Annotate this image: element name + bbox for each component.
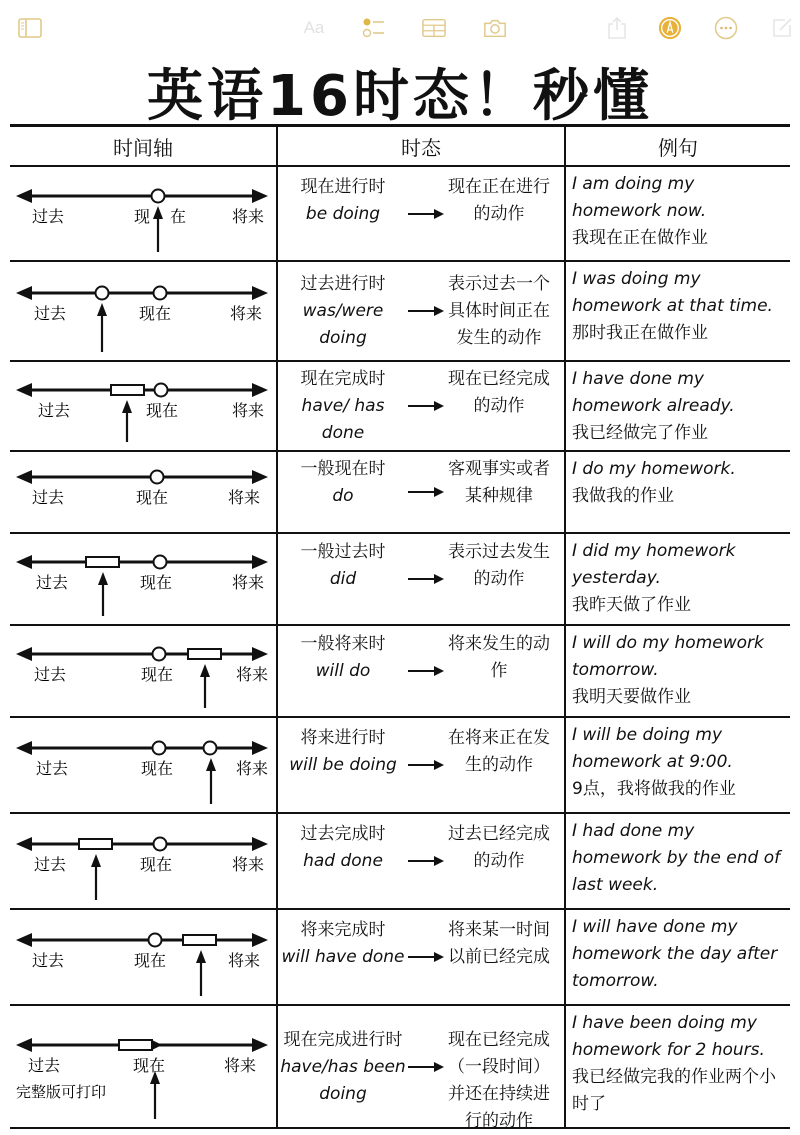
tense-cell: [277, 451, 565, 533]
example-en: I will have done my homework the day after tomorrow.: [572, 917, 778, 991]
svg-text:现在: 现在: [140, 665, 174, 684]
timeline-cell: [10, 813, 277, 909]
example-en: I had done my homework by the end of last week.: [572, 821, 781, 895]
svg-text:现: 现: [133, 207, 151, 226]
tense-form: will be doing: [289, 755, 397, 775]
svg-text:过去: 过去: [37, 401, 71, 420]
table-row: [10, 261, 790, 361]
example-cell: [565, 625, 790, 717]
timeline-diagram: [10, 814, 277, 904]
timeline-cell: [10, 717, 277, 813]
timeline-diagram: [10, 362, 277, 446]
svg-text:将来: 将来: [231, 573, 265, 592]
tense-name: 现在完成进行时: [283, 1029, 403, 1050]
timeline-cell: [10, 533, 277, 625]
tense-cell: [277, 717, 565, 813]
timeline-cell: [10, 166, 277, 261]
svg-text:现在: 现在: [135, 488, 169, 507]
example-zh: 我明天要做作业: [572, 687, 691, 707]
table-row: [10, 909, 790, 1005]
table-row: [10, 717, 790, 813]
tense-meaning: 过去已经完成的动作: [448, 824, 550, 871]
example-en: I will do my homework tomorrow.: [572, 633, 764, 680]
table-row: [10, 625, 790, 717]
example-en: I have been doing my homework for 2 hours.: [572, 1013, 765, 1060]
tense-name: 将来完成时: [300, 920, 386, 940]
table-icon[interactable]: [422, 16, 446, 40]
svg-text:将来: 将来: [231, 401, 265, 420]
example-en: I do my homework.: [572, 459, 736, 479]
compose-icon[interactable]: [770, 16, 794, 40]
timeline-diagram: [10, 1006, 277, 1123]
example-zh: 我已经做完了作业: [572, 423, 708, 443]
example-zh: 那时我正在做作业: [572, 323, 708, 343]
tense-form: will do: [315, 661, 371, 681]
svg-text:现在: 现在: [139, 855, 173, 874]
timeline-cell: [10, 909, 277, 1005]
tense-name: 将来进行时: [300, 728, 386, 748]
tense-form: will have done: [281, 947, 405, 967]
tense-form: do: [332, 486, 354, 506]
example-en: I will be doing my homework at 9:00.: [572, 725, 733, 772]
checklist-icon[interactable]: [362, 16, 386, 40]
arrow-right-icon: [408, 665, 444, 677]
svg-text:将来: 将来: [227, 951, 261, 970]
svg-text:现在: 现在: [145, 401, 179, 420]
example-en: I did my homework yesterday.: [572, 541, 736, 588]
example-cell: [565, 533, 790, 625]
more-icon[interactable]: [714, 16, 738, 40]
arrow-right-icon: [408, 486, 444, 498]
tense-cell: [277, 909, 565, 1005]
svg-text:将来: 将来: [235, 665, 269, 684]
tense-meaning: 现在正在进行的动作: [448, 176, 550, 224]
svg-text:将来: 将来: [227, 488, 261, 507]
share-icon[interactable]: [605, 16, 629, 40]
example-cell: [565, 909, 790, 1005]
svg-text:过去: 过去: [31, 951, 65, 970]
tense-name: 过去完成时: [300, 824, 386, 844]
arrow-right-icon: [408, 573, 444, 585]
example-cell: [565, 166, 790, 261]
svg-text:将来: 将来: [229, 304, 263, 323]
timeline-diagram: [10, 167, 277, 256]
tense-meaning: 将来发生的动作: [448, 634, 550, 681]
timeline-diagram: [10, 534, 277, 620]
svg-text:将来: 将来: [223, 1056, 257, 1075]
arrow-right-icon: [408, 305, 444, 317]
svg-text:现在: 现在: [132, 1056, 166, 1075]
tense-cell: [277, 533, 565, 625]
svg-text:现在: 现在: [138, 304, 172, 323]
svg-text:过去: 过去: [31, 207, 65, 226]
arrow-right-icon: [408, 951, 444, 963]
tense-meaning: 表示过去发生的动作: [448, 542, 550, 589]
tense-form: have/ has done: [301, 396, 385, 443]
tense-name: 现在进行时: [300, 176, 386, 197]
tense-meaning: 在将来正在发生的动作: [448, 728, 550, 775]
tense-cell: [277, 625, 565, 717]
svg-text:在: 在: [169, 207, 187, 226]
arrow-right-icon: [408, 759, 444, 771]
sidebar-icon[interactable]: [18, 16, 42, 40]
tense-name: 一般将来时: [300, 634, 386, 654]
tense-form: had done: [303, 851, 383, 871]
timeline-cell: [10, 451, 277, 533]
example-cell: [565, 813, 790, 909]
svg-text:现在: 现在: [140, 759, 174, 778]
example-cell: [565, 717, 790, 813]
camera-icon[interactable]: [483, 16, 507, 40]
svg-text:将来: 将来: [231, 207, 265, 226]
tense-meaning: 客观事实或者某种规律: [448, 459, 550, 506]
svg-text:现在: 现在: [133, 951, 167, 970]
example-zh: 我做我的作业: [572, 486, 674, 506]
example-cell: [565, 261, 790, 361]
print-footnote: 完整版可打印: [16, 1083, 107, 1101]
tense-form: did: [329, 569, 357, 589]
tense-meaning: 将来某一时间以前已经完成: [448, 920, 550, 967]
example-en: I have done my homework already.: [572, 369, 735, 416]
svg-text:现在: 现在: [139, 573, 173, 592]
tense-meaning: 现在已经完成（一段时间）并还在持续进行的动作: [448, 1029, 550, 1131]
tense-name: 过去进行时: [300, 274, 386, 294]
timeline-diagram: [10, 718, 277, 808]
text-format-icon[interactable]: Aa: [303, 18, 325, 37]
example-en: I am doing my homework now.: [572, 174, 707, 221]
header-timeline: 时间轴: [10, 126, 277, 167]
notes-toolbar: [0, 0, 800, 56]
example-en: I was doing my homework at that time.: [572, 269, 773, 316]
svg-text:过去: 过去: [35, 759, 69, 778]
svg-text:过去: 过去: [27, 1056, 61, 1075]
example-zh: 我昨天做了作业: [572, 595, 691, 615]
tense-form: be doing: [305, 203, 381, 224]
markup-pen-icon[interactable]: [658, 16, 682, 40]
timeline-diagram: [10, 452, 277, 528]
table-row: [10, 451, 790, 533]
example-zh: 9点，我将做我的作业: [572, 779, 736, 799]
tense-cell: [277, 166, 565, 261]
tense-cell: [277, 361, 565, 451]
svg-text:过去: 过去: [33, 855, 67, 874]
tense-form: have/has been doing: [280, 1056, 406, 1104]
timeline-cell: [10, 361, 277, 451]
timeline-cell: [10, 261, 277, 361]
table-row: [10, 813, 790, 909]
tense-form: was/were doing: [302, 301, 384, 348]
header-tense: 时态: [277, 126, 565, 167]
tense-cell: [277, 261, 565, 361]
example-cell: [565, 361, 790, 451]
timeline-cell: [10, 625, 277, 717]
tense-name: 一般过去时: [300, 542, 386, 562]
tense-name: 现在完成时: [300, 369, 386, 389]
svg-text:将来: 将来: [231, 855, 265, 874]
tense-table: [10, 124, 790, 1129]
arrow-right-icon: [408, 208, 444, 220]
timeline-diagram: [10, 262, 277, 356]
table-row: [10, 533, 790, 625]
svg-text:过去: 过去: [31, 488, 65, 507]
arrow-right-icon: [408, 855, 444, 867]
arrow-right-icon: [408, 400, 444, 412]
tense-name: 一般现在时: [300, 459, 386, 479]
tense-meaning: 表示过去一个具体时间正在发生的动作: [448, 274, 550, 348]
table-row: [10, 166, 790, 261]
timeline-diagram: [10, 626, 277, 712]
header-example: 例句: [565, 126, 790, 167]
svg-text:将来: 将来: [235, 759, 269, 778]
example-cell: [565, 451, 790, 533]
table-header-row: [10, 126, 790, 167]
svg-text:过去: 过去: [35, 573, 69, 592]
svg-text:过去: 过去: [33, 304, 67, 323]
timeline-diagram: [10, 910, 277, 1000]
tense-cell: [277, 813, 565, 909]
svg-text:过去: 过去: [33, 665, 67, 684]
example-zh: 我现在正在做作业: [572, 228, 708, 248]
page-title: 英语16时态！秒懂: [147, 64, 653, 129]
tense-meaning: 现在已经完成的动作: [448, 369, 550, 416]
table-row: [10, 361, 790, 451]
example-zh: 我已经做完我的作业两个小时了: [572, 1067, 776, 1114]
